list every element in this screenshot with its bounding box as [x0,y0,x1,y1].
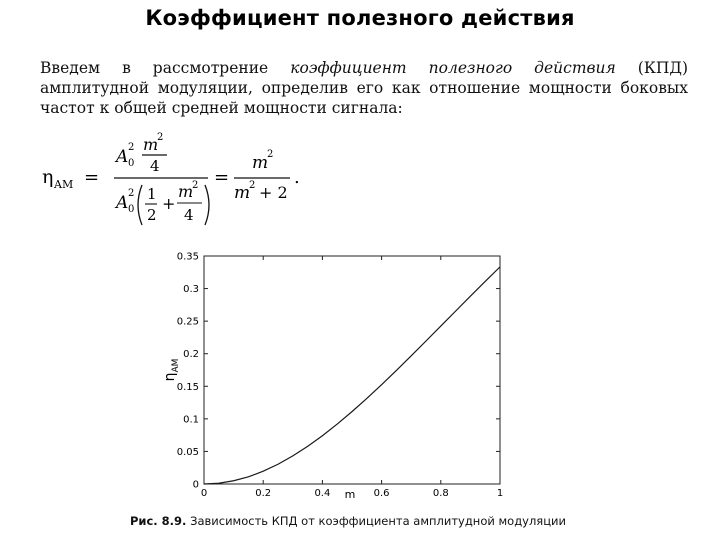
y-tick-label: 0 [192,479,199,491]
chart-x-ticks [201,256,503,499]
intro-text-after: (КПД) амплитудной модуляции, определив его как отношение мощности боковых частот к общей средней мощности сигнала: [40,59,688,117]
chart-plot-frame [204,256,500,484]
figure-caption [130,514,690,528]
svg-text:ηAM [162,359,181,382]
intro-text-before: Введем в рассмотрение [40,59,291,77]
formula-num-four: 4 [150,157,160,175]
y-tick-label: 0.05 [176,446,199,458]
x-tick-label: 0.8 [432,488,449,499]
formula-rhs-m-den-sup: 2 [249,180,256,191]
formula-den-m: m [178,182,194,201]
formula-half-den: 2 [147,206,157,224]
formula-eta: η [42,166,54,188]
chart-y-axis-label-subscript: AM [171,358,181,373]
formula-den-A-sub: 0 [128,204,135,215]
formula-eta-subscript: AM [54,178,74,191]
x-tick-label: 1 [496,488,504,499]
intro-paragraph [40,58,688,118]
formula-half-num: 1 [147,185,157,203]
formula-right-paren [205,185,209,225]
formula-den-A-sup: 2 [128,188,135,199]
figure-caption-text: Зависимость КПД от коэффициента амплитудной модуляции [186,514,567,528]
x-tick-label: 0.6 [373,488,390,499]
formula-equals-2: = [214,167,230,188]
formula-num-m-sup: 2 [157,132,164,143]
formula-den-m-sup: 2 [192,180,199,191]
formula-rhs-den-tail: + 2 [259,183,288,202]
formula-left-paren [138,185,142,225]
y-tick-label: 0.3 [183,284,199,296]
x-tick-label: 0.4 [314,488,331,499]
slide-title: Коэффициент полезного действия [145,6,575,30]
intro-emphasis: коэффициент полезного действия [290,59,616,77]
formula-period: . [294,167,300,188]
chart-y-axis-label [162,359,181,382]
formula-num-A-sub: 0 [128,158,135,169]
chart-x-axis-label: m [344,488,356,500]
y-tick-label: 0.1 [183,414,199,426]
formula-num-A: A [116,147,129,167]
formula-rhs-m-den: m [234,183,251,203]
chart-series-line [204,267,500,484]
formula-rhs-m-num-sup: 2 [267,149,274,160]
y-tick-label: 0.25 [176,316,199,328]
formula-plus: + [162,194,176,213]
formula-den-four: 4 [184,206,194,224]
chart-y-ticks [177,252,500,491]
x-tick-label: 0.2 [255,488,272,499]
y-tick-label: 0.35 [176,251,199,263]
x-tick-label: 0 [200,488,208,499]
figure-caption-label: Рис. 8.9. [130,514,187,528]
formula-num-m: m [143,135,159,154]
formula-rhs-m-num: m [252,153,269,173]
efficiency-formula [40,128,340,233]
formula-equals-1: = [84,167,100,188]
formula-den-A: A [116,193,129,213]
y-tick-label: 0.2 [183,349,199,361]
y-tick-label: 0.15 [176,381,199,393]
formula-num-A-sup: 2 [128,142,135,153]
chart-y-axis-label-symbol: η [162,372,178,382]
efficiency-chart [120,238,520,500]
